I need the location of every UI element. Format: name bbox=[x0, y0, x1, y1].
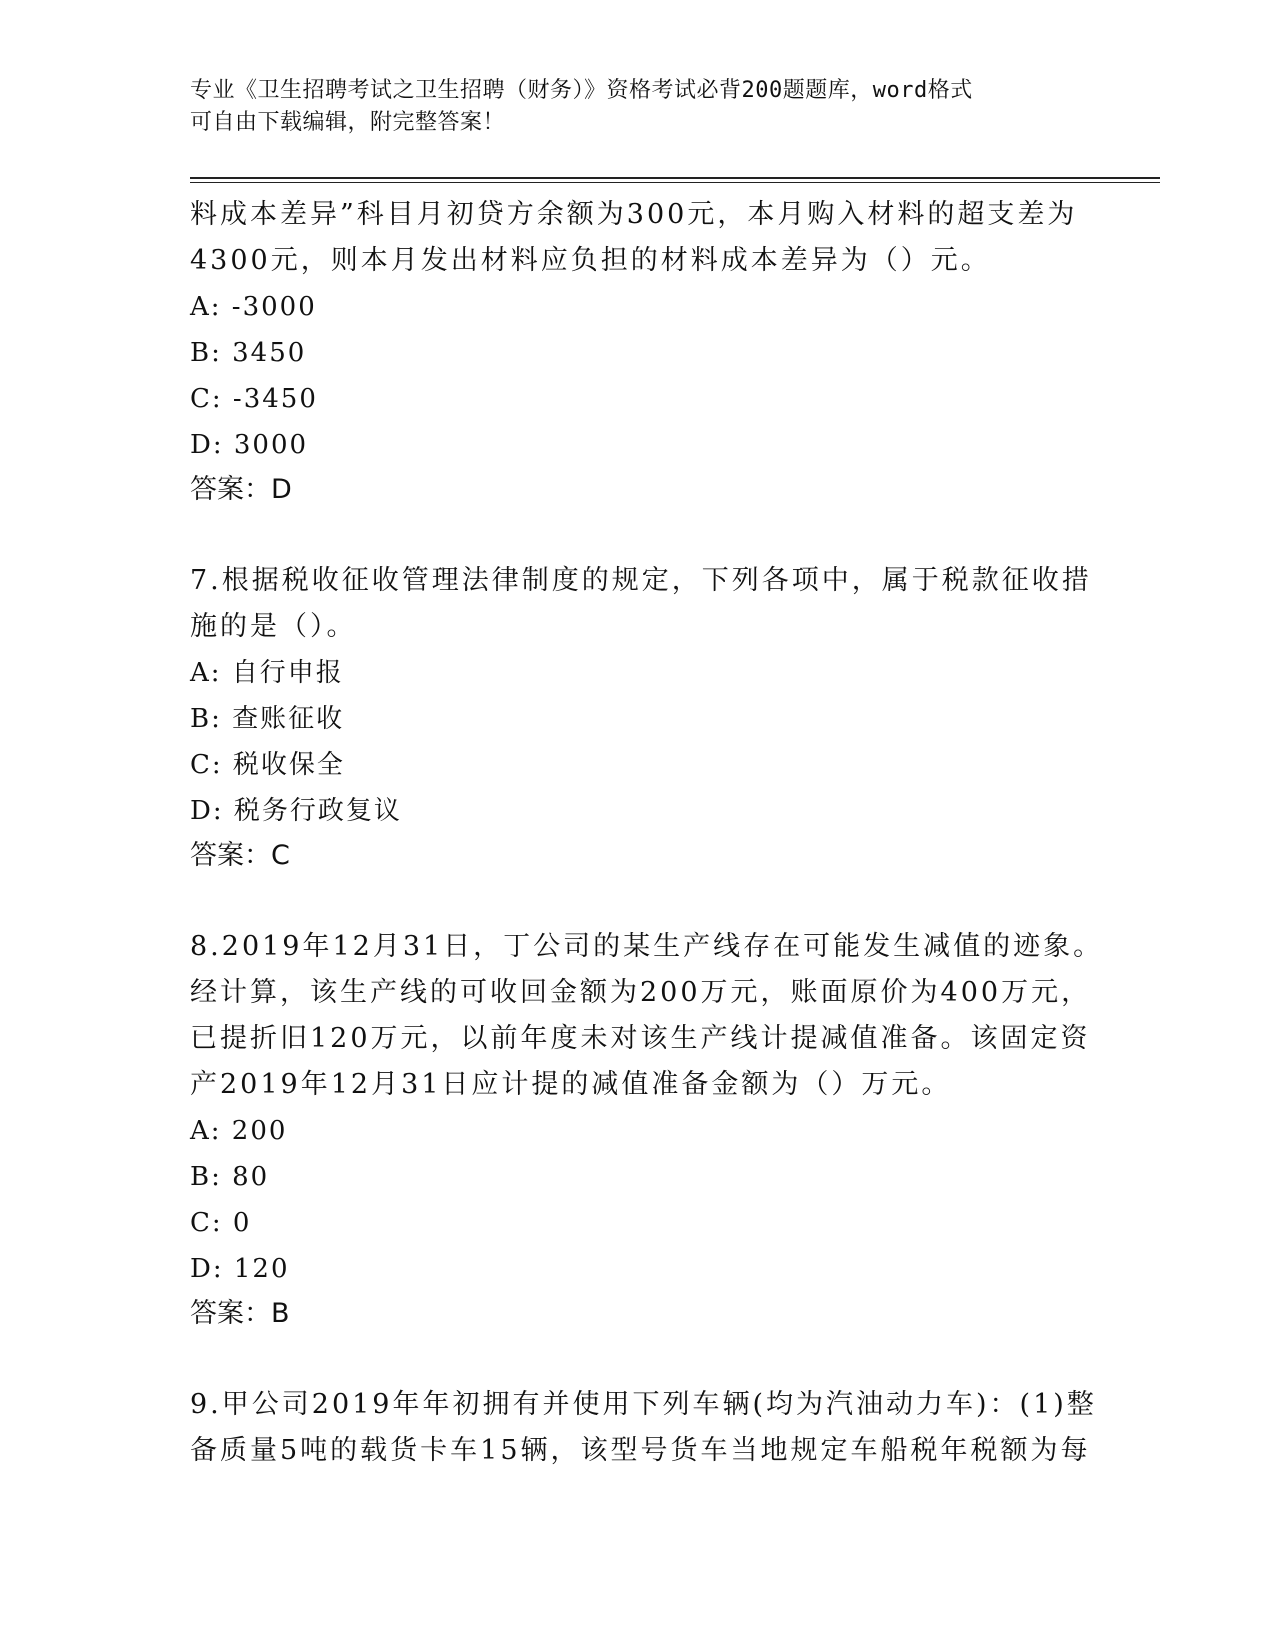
question-text-line: 料成本差异”科目月初贷方余额为300元，本月购入材料的超支差为 bbox=[190, 199, 1078, 230]
question-text-line: 施的是（）。 bbox=[190, 611, 357, 642]
question-text-line: 备质量5吨的载货卡车15辆，该型号货车当地规定车船税年税额为每 bbox=[190, 1435, 1091, 1466]
header-title-line-1: 专业《卫生招聘考试之卫生招聘（财务）》资格考试必背200题题库，word格式 bbox=[190, 78, 973, 103]
option-d: D: 税务行政复议 bbox=[190, 796, 402, 826]
answer-label: 答案：D bbox=[190, 474, 292, 505]
question-continued bbox=[190, 192, 1090, 512]
question-8 bbox=[190, 924, 1104, 1336]
option-c: C: 0 bbox=[190, 1208, 252, 1238]
option-b: B: 查账征收 bbox=[190, 704, 345, 734]
question-text-line: 4300元，则本月发出材料应负担的材料成本差异为（）元。 bbox=[190, 245, 991, 276]
document-header bbox=[190, 75, 1090, 139]
option-b: B: 80 bbox=[190, 1162, 270, 1192]
answer-label: 答案：C bbox=[190, 840, 290, 871]
document-body bbox=[190, 192, 1104, 1474]
question-text-line: 已提折旧120万元，以前年度未对该生产线计提减值准备。该固定资 bbox=[190, 1023, 1091, 1054]
question-text-line: 7.根据税收征收管理法律制度的规定，下列各项中，属于税款征收措 bbox=[190, 565, 1092, 596]
option-a: A: -3000 bbox=[190, 292, 317, 322]
answer-label: 答案：B bbox=[190, 1298, 290, 1329]
question-7 bbox=[190, 558, 1090, 878]
question-text-line: 经计算，该生产线的可收回金额为200万元，账面原价为400万元， bbox=[190, 977, 1092, 1008]
header-divider bbox=[190, 177, 1160, 183]
question-text-line: 9.甲公司2019年年初拥有并使用下列车辆(均为汽油动力车)：(1)整 bbox=[190, 1389, 1097, 1420]
header-title-line-2: 可自由下载编辑，附完整答案！ bbox=[190, 110, 506, 135]
option-d: D: 120 bbox=[190, 1254, 290, 1284]
question-text-line: 8.2019年12月31日，丁公司的某生产线存在可能发生减值的迹象。 bbox=[190, 931, 1104, 962]
option-b: B: 3450 bbox=[190, 338, 307, 368]
option-d: D: 3000 bbox=[190, 430, 309, 460]
option-c: C: 税收保全 bbox=[190, 750, 345, 780]
option-a: A: 自行申报 bbox=[190, 658, 344, 688]
question-9 bbox=[190, 1382, 1097, 1474]
option-a: A: 200 bbox=[190, 1116, 288, 1146]
option-c: C: -3450 bbox=[190, 384, 318, 414]
question-text-line: 产2019年12月31日应计提的减值准备金额为（）万元。 bbox=[190, 1069, 952, 1100]
